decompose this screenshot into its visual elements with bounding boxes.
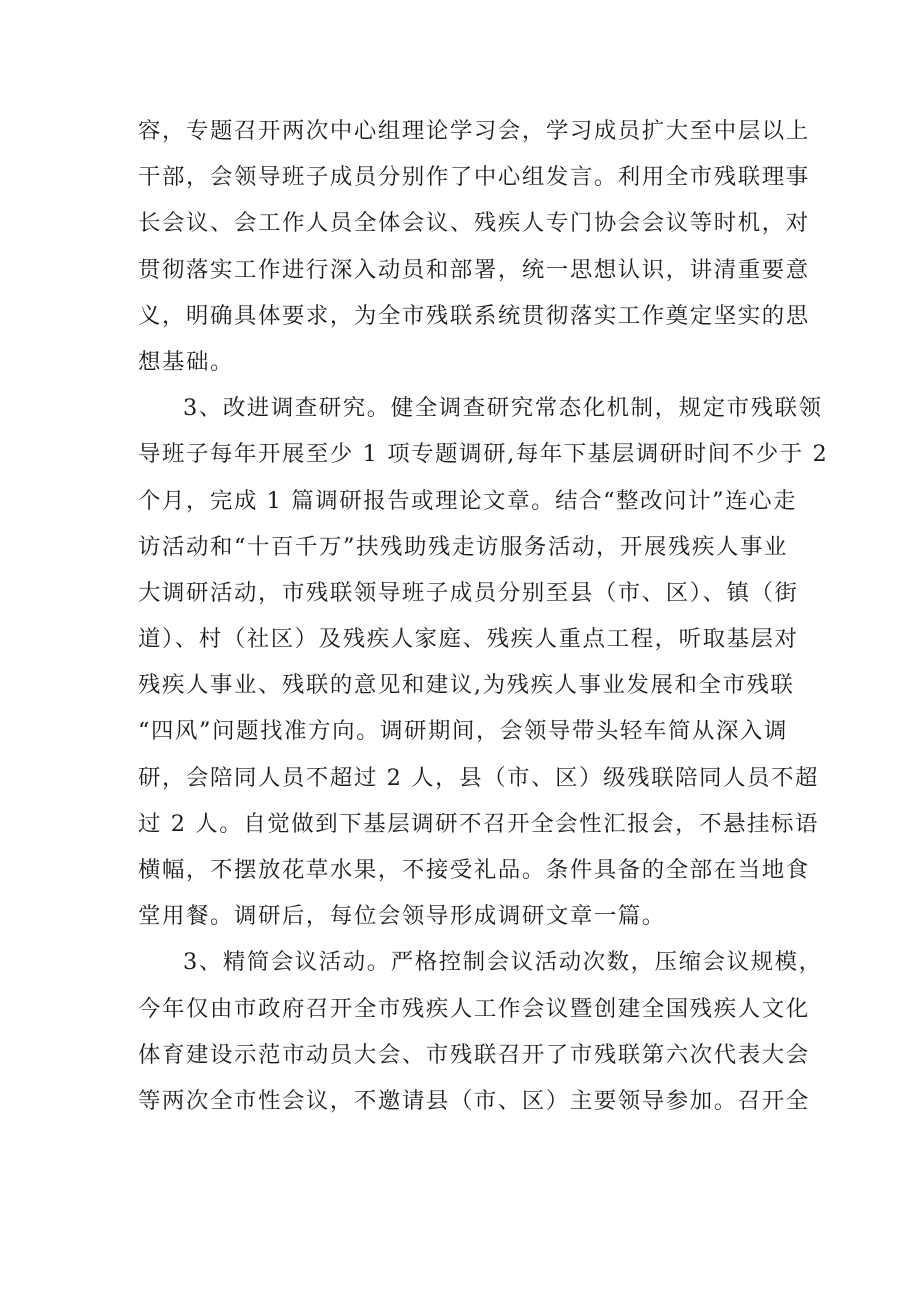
paragraph-1-line-1: 容，专题召开两次中心组理论学习会，学习成员扩大至中层以上 — [138, 118, 810, 144]
paragraph-1-line-5: 义，明确具体要求，为全市残联系统贯彻落实工作奠定坚实的思 — [138, 302, 810, 329]
paragraph-2-line-1: 3、改进调查研究。健全调查研究常态化机制，规定市残联领 — [183, 395, 823, 422]
paragraph-2-line-7: 残疾人事业、残联的意见和建议,为残疾人事业发展和全市残联 — [138, 672, 795, 699]
paragraph-2-line-6: 道）、村（社区）及残疾人家庭、残疾人重点工程，听取基层对 — [138, 626, 799, 653]
paragraph-1-line-2: 干部，会领导班子成员分别作了中心组发言。利用全市残联理事 — [138, 164, 810, 191]
paragraph-3-line-2: 今年仅由市政府召开全市残疾人工作会议暨创建全国残疾人文化 — [138, 995, 810, 1022]
body-text — [138, 108, 829, 1124]
paragraph-2-line-5: 大调研活动，市残联领导班子成员分别至县（市、区）、镇（街 — [138, 579, 799, 606]
paragraph-2-line-10: 过 2 人。自觉做到下基层调研不召开全会性汇报会，不悬挂标语 — [138, 810, 820, 837]
paragraph-3-line-1: 3、精简会议活动。严格控制会议活动次数，压缩会议规模， — [183, 949, 823, 976]
paragraph-2-line-11: 横幅，不摆放花草水果，不接受礼品。条件具备的全部在当地食 — [138, 857, 810, 883]
paragraph-1-line-6: 想基础。 — [138, 348, 234, 375]
paragraph-2-line-12: 堂用餐。调研后，每位会领导形成调研文章一篇。 — [138, 903, 666, 930]
paragraph-2-line-9: 研，会陪同人员不超过 2 人，县（市、区）级残联陪同人员不超 — [138, 764, 820, 791]
paragraph-3-line-4: 等两次全市性会议，不邀请县（市、区）主要领导参加。召开全 — [138, 1087, 810, 1114]
paragraph-2-line-2: 导班子每年开展至少 1 项专题调研,每年下基层调研时间不少于 2 — [138, 441, 829, 468]
paragraph-2-line-4: 访活动和“十百千万”扶残助残走访服务活动，开展残疾人事业 — [138, 533, 788, 560]
paragraph-2-line-8: “四风”问题找准方向。调研期间，会领导带头轻车简从深入调 — [138, 718, 788, 745]
paragraph-3-line-3: 体育建设示范市动员大会、市残联召开了市残联第六次代表大会 — [138, 1041, 810, 1068]
paragraph-2-line-3: 个月，完成 1 篇调研报告或理论文章。结合“整改问计”连心走 — [138, 487, 798, 514]
paragraph-1-line-3: 长会议、会工作人员全体会议、残疾人专门协会会议等时机，对 — [138, 210, 810, 237]
paragraph-1-line-4: 贯彻落实工作进行深入动员和部署，统一思想认识，讲清重要意 — [138, 256, 810, 283]
